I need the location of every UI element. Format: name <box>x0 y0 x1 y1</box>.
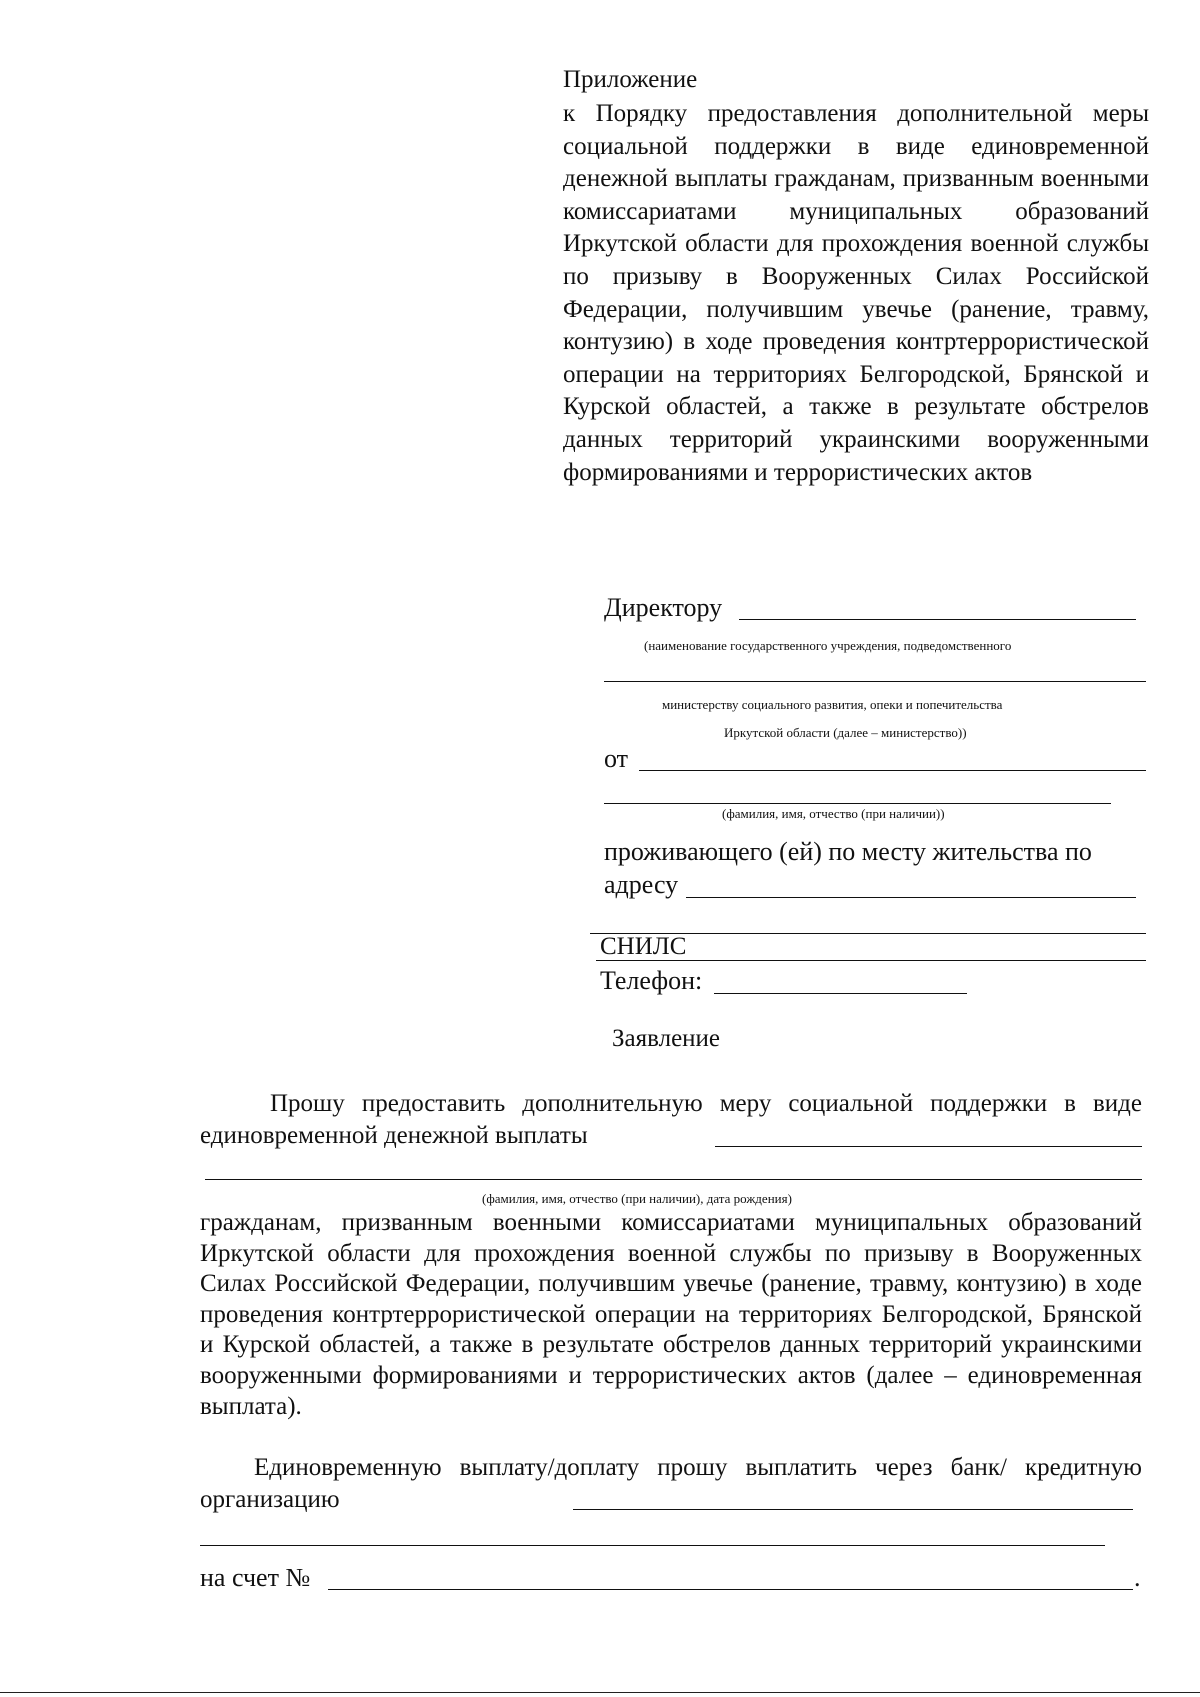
recipient-field-2[interactable] <box>205 1179 1142 1180</box>
address-field[interactable] <box>686 897 1136 898</box>
director-label: Директору <box>604 593 723 622</box>
snils-field[interactable] <box>596 960 1146 961</box>
director-field[interactable] <box>739 619 1136 620</box>
residence-label: проживающего (ей) по месту жительства по <box>604 837 1092 866</box>
institution-hint-3: Иркутской области (далее – министерство)) <box>724 725 967 740</box>
institution-hint-1: (наименование государственного учреждения, подведомственного <box>644 638 1012 653</box>
institution-hint-2: министерству социального развития, опеки и попечительства <box>662 697 1003 712</box>
recipient-field[interactable] <box>715 1146 1142 1147</box>
account-field[interactable] <box>328 1589 1133 1590</box>
full-name-field[interactable] <box>604 803 1111 804</box>
bank-field[interactable] <box>573 1509 1133 1510</box>
address-label: адресу <box>604 870 679 899</box>
person-hint: (фамилия, имя, отчество (при наличии), дата рождения) <box>482 1191 792 1206</box>
snils-label: СНИЛС <box>600 933 687 960</box>
statement-body: гражданам, призванным военными комиссариатами муниципальных образований Иркутской области для прохождения военной службы по призыву в Вооруженных Силах Российской Федерации, получившим увечье (ранение, травму, контузию) в ходе проведения контртеррористической операции на территориях Белгородской, Брянской и Курской областей, а также в результате обстрелов данных территорий украинскими вооруженными формированиями и террористических актов (далее – единовременная выплата). <box>200 1209 1142 1420</box>
page-bottom-rule <box>0 1692 1200 1693</box>
payment-paragraph <box>200 1452 1142 1516</box>
phone-field[interactable] <box>714 993 967 994</box>
request-paragraph <box>200 1088 1142 1152</box>
from-label: от <box>604 744 629 773</box>
bank-field-2[interactable] <box>200 1545 1105 1546</box>
account-label: на счет № <box>200 1563 311 1592</box>
phone-label: Телефон: <box>600 966 703 995</box>
appendix-description: к Порядку предоставления дополнительной меры социальной поддержки в виде единовременной денежной выплаты гражданам, призванным военными комиссариатами муниципальных образований Иркутской области для прохождения военной службы по призыву в Вооруженных Силах Российской Федерации, получившим увечье (ранение, травму, контузию) в ходе проведения контртеррористической операции на территориях Белгородской, Брянской и Курской областей, а также в результате обстрелов данных территорий украинскими вооруженными формированиями и террористических актов <box>563 100 1149 486</box>
account-period: . <box>1134 1563 1141 1592</box>
request-text: Прошу предоставить дополнительную меру социальной поддержки в виде единовременной денежной выплаты <box>200 1090 1142 1149</box>
appendix-title: Приложение <box>563 66 698 93</box>
full-name-hint: (фамилия, имя, отчество (при наличии)) <box>722 806 945 821</box>
from-field[interactable] <box>639 770 1146 771</box>
statement-title: Заявление <box>612 1025 721 1052</box>
payment-text: Единовременную выплату/доплату прошу выплатить через банк/ кредитную организацию <box>200 1454 1142 1513</box>
institution-field[interactable] <box>604 681 1146 682</box>
